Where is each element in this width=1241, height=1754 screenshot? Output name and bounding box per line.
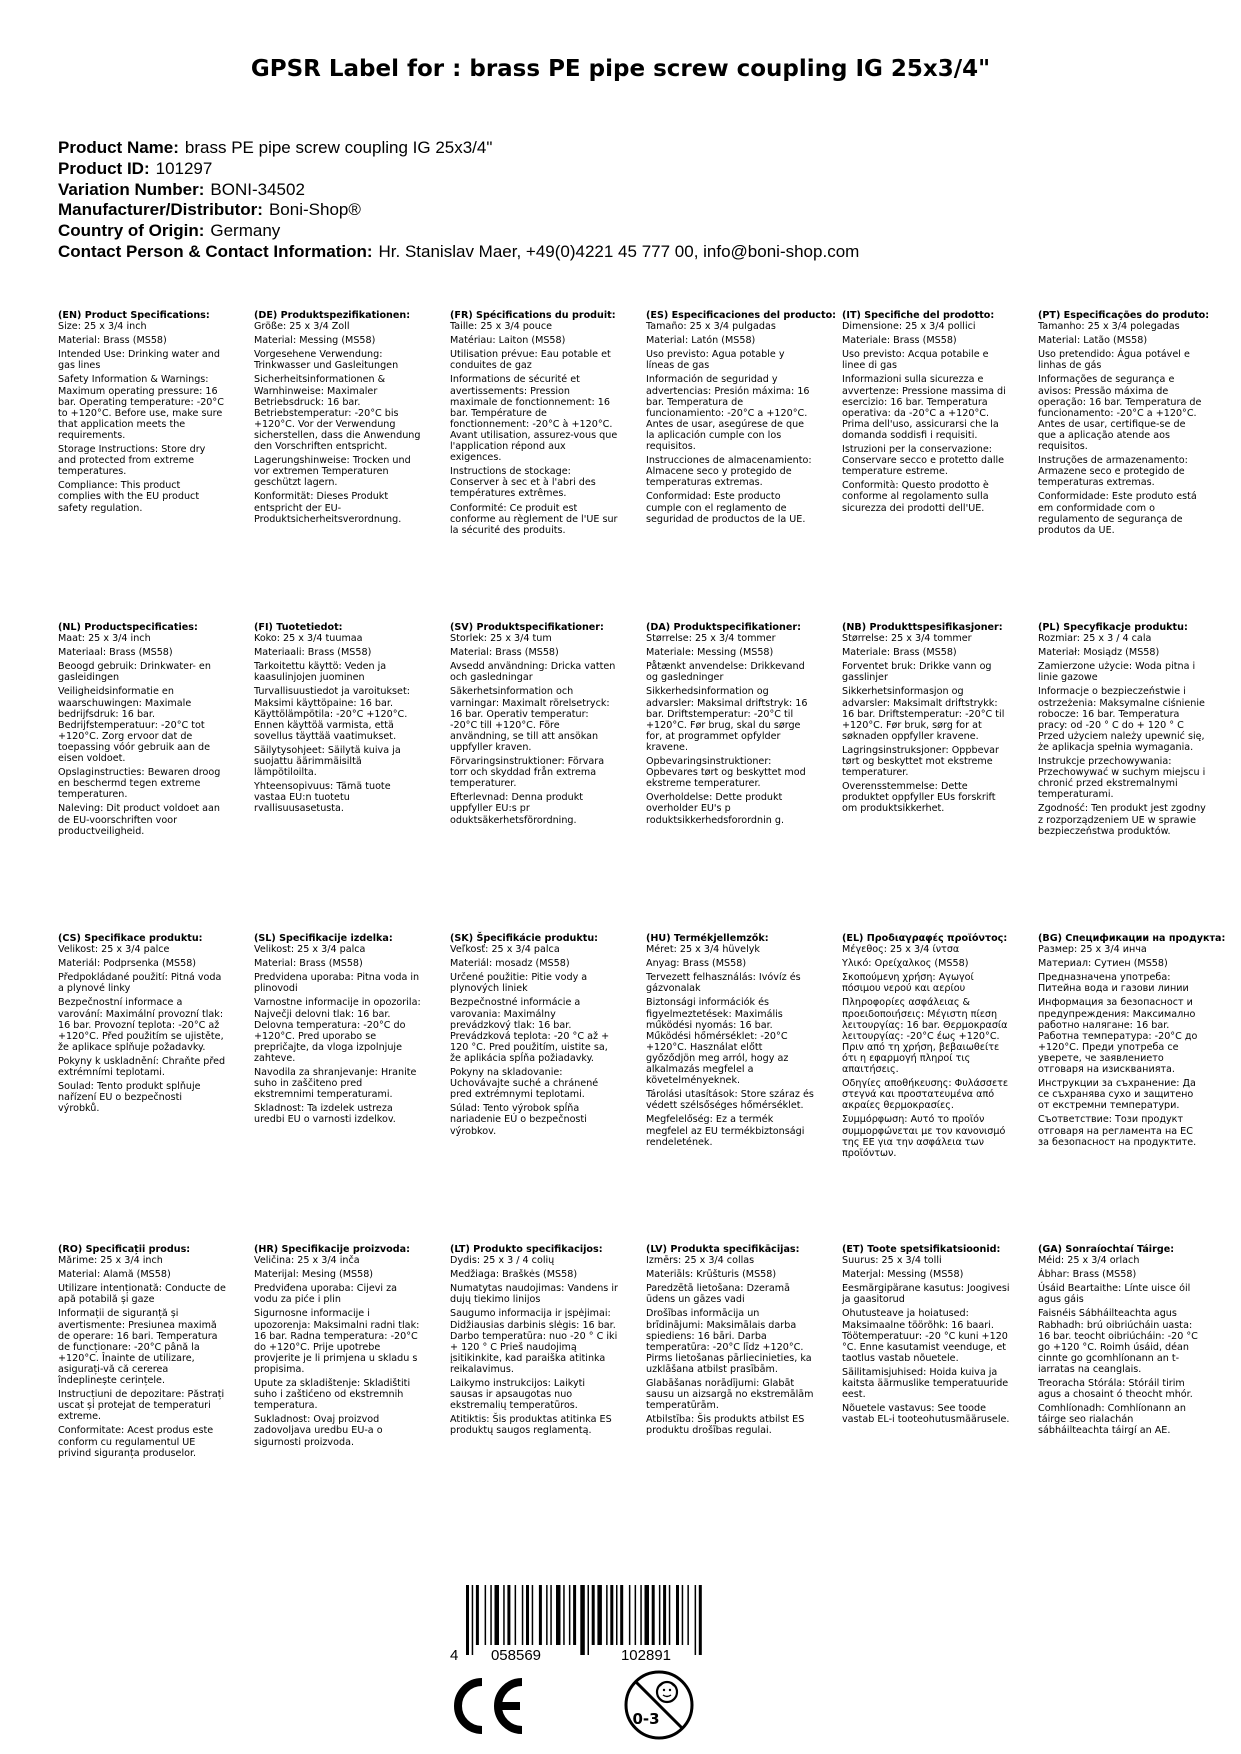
language-heading: (LV) Produkta specifikācijas: bbox=[646, 1244, 800, 1255]
contact-row bbox=[58, 242, 859, 263]
barcode-bar bbox=[580, 1585, 585, 1655]
barcode-bar bbox=[652, 1585, 655, 1645]
language-paragraph: Méret: 25 x 3/4 hüvelyk bbox=[646, 944, 760, 956]
language-paragraph: Sigurnosne informacije i upozorenja: Maksimalni radni tlak: 16 bar. Radna temperatura: -20°C do +120°C. Prije upotrebe provjerite je li primjena u skladu s propisima. bbox=[254, 1308, 420, 1375]
language-paragraph: Numatytas naudojimas: Vandens ir dujų tiekimo linijos bbox=[450, 1283, 618, 1306]
language-paragraph: Určené použitie: Pitie vody a plynových liniek bbox=[450, 972, 588, 995]
language-paragraph: Размер: 25 x 3/4 инча bbox=[1038, 944, 1147, 956]
language-paragraph: Overholdelse: Dette produkt overholder EU's p roduktsikkerhedsforordnin g. bbox=[646, 792, 785, 826]
language-paragraph: Laikymo instrukcijos: Laikyti sausas ir apsaugotas nuo ekstremalių temperatūros. bbox=[450, 1378, 586, 1412]
language-block bbox=[646, 1244, 814, 1440]
product-info bbox=[58, 138, 859, 263]
language-heading: (ES) Especificaciones del producto: bbox=[646, 310, 837, 321]
barcode-bar bbox=[620, 1585, 623, 1645]
language-paragraph: Materiaal: Brass (MS58) bbox=[58, 647, 173, 659]
barcode-bar bbox=[556, 1585, 561, 1645]
barcode-bar bbox=[466, 1585, 469, 1655]
language-heading: (IT) Specifiche del prodotto: bbox=[842, 310, 995, 321]
language-heading: (CS) Specifikace produktu: bbox=[58, 933, 203, 944]
language-paragraph: Overensstemmelse: Dette produktet oppfyller EUs forskrift om produktsikkerhet. bbox=[842, 781, 996, 815]
language-heading: (ET) Toote spetsifikatsioonid: bbox=[842, 1244, 1001, 1255]
language-paragraph: Instrukcje przechowywania: Przechowywać w suchym miejscu i chronić przed ekstremalnymi temperaturami. bbox=[1038, 756, 1206, 801]
language-paragraph: Veľkosť: 25 x 3/4 palca bbox=[450, 944, 560, 956]
language-block bbox=[842, 1244, 1010, 1428]
language-paragraph: Vorgesehene Verwendung: Trinkwasser und Gasleitungen bbox=[254, 349, 399, 372]
language-paragraph: Predviđena uporaba: Cijevi za vodu za piće i plin bbox=[254, 1283, 398, 1306]
language-heading: (LT) Produkto specifikacijos: bbox=[450, 1244, 603, 1255]
language-paragraph: Tárolási utasítások: Store száraz és védett szélsőséges hőmérséklet. bbox=[646, 1089, 814, 1112]
language-block bbox=[1038, 1244, 1206, 1440]
barcode-bar bbox=[539, 1585, 542, 1645]
barcode-bar bbox=[573, 1585, 576, 1645]
language-paragraph: Material: Brass (MS58) bbox=[450, 647, 559, 659]
language-block bbox=[646, 622, 814, 829]
language-paragraph: Skladnost: Ta izdelek ustreza uredbi EU o varnosti izdelkov. bbox=[254, 1103, 396, 1126]
language-block bbox=[58, 933, 226, 1117]
language-paragraph: Conformité: Ce produit est conforme au règlement de l'UE sur la sécurité des produits. bbox=[450, 502, 618, 536]
language-paragraph: Efterlevnad: Denna produkt uppfyller EU:s pr oduktsäkerhetsförordning. bbox=[450, 792, 584, 826]
barcode-bar bbox=[645, 1585, 650, 1645]
language-paragraph: Veličina: 25 x 3/4 inča bbox=[254, 1255, 360, 1267]
language-paragraph: Størrelse: 25 x 3/4 tommer bbox=[842, 633, 972, 645]
language-paragraph: Opslaginstructies: Bewaren droog en beschermd tegen extreme temperaturen. bbox=[58, 767, 221, 801]
language-paragraph: Tamanho: 25 x 3/4 polegadas bbox=[1038, 321, 1180, 333]
language-paragraph: Bezpečnostní informace a varování: Maximální provozní tlak: 16 bar. Provozní teplota: -20°C až +120°C. Před použitím se ujistěte, že aplikace splňuje požadavky. bbox=[58, 997, 224, 1053]
barcode-bar bbox=[640, 1585, 642, 1645]
language-paragraph: Turvallisuustiedot ja varoitukset: Maksimi käyttöpaine: 16 bar. Käyttölämpötila: -20°C +120°C. Ennen käyttöä varmista, että sovellus täyttää vaatimukset. bbox=[254, 686, 410, 742]
language-paragraph: Conformitate: Acest produs este conform cu regulamentul UE privind siguranța produselor. bbox=[58, 1425, 214, 1459]
language-paragraph: Soulad: Tento produkt splňuje nařízení EU o bezpečnosti výrobků. bbox=[58, 1081, 201, 1115]
barcode-first-digit: 4 bbox=[450, 1647, 459, 1663]
barcode-bar bbox=[546, 1585, 548, 1645]
language-paragraph: Størrelse: 25 x 3/4 tommer bbox=[646, 633, 776, 645]
language-paragraph: Dydis: 25 x 3 / 4 colių bbox=[450, 1255, 555, 1267]
language-paragraph: Materiale: Brass (MS58) bbox=[842, 647, 957, 659]
barcode-bar bbox=[676, 1585, 679, 1645]
language-paragraph: Συμμόρφωση: Αυτό το προϊόν συμμορφώνεται με τον κανονισμό της ΕΕ για την ασφάλεια των προϊόντων. bbox=[842, 1114, 1006, 1159]
language-heading: (NB) Produkttspesifikasjoner: bbox=[842, 622, 1003, 633]
language-paragraph: Informations de sécurité et avertissements: Pression maximale de fonctionnement: 16 bar. Température de fonctionnement: -20°C à +120°C. Avant utilisation, assurez-vous que l'application répond aux exigences. bbox=[450, 374, 618, 464]
info-value: brass PE pipe screw coupling IG 25x3/4" bbox=[184, 138, 493, 157]
language-block bbox=[254, 933, 422, 1129]
language-paragraph: Bezpečnostné informácie a varovania: Maximálny prevádzkový tlak: 16 bar. Prevádzková teplota: -20 °C až + 120 °C. Pred použitím, uistite sa, že aplikácia spĺňa požiadavky. bbox=[450, 997, 610, 1064]
language-paragraph: Glabāšanas norādījumi: Glabāt sausu un aizsargā no ekstremālām temperatūrām. bbox=[646, 1378, 814, 1412]
language-paragraph: Σκοπούμενη χρήση: Αγωγοί πόσιμου νερού και αερίου bbox=[842, 972, 974, 995]
language-paragraph: Anyag: Brass (MS58) bbox=[646, 958, 747, 970]
language-heading: (HU) Termékjellemzők: bbox=[646, 933, 769, 944]
language-heading: (EL) Προδιαγραφές προϊόντος: bbox=[842, 933, 1008, 944]
product-id-row bbox=[58, 159, 859, 180]
language-paragraph: Treoracha Stórála: Stóráil tirim agus a chosaint ó theocht mhór. bbox=[1038, 1378, 1193, 1401]
language-paragraph: Materiale: Brass (MS58) bbox=[842, 335, 957, 347]
ean-barcode bbox=[436, 1583, 736, 1663]
language-block bbox=[1038, 310, 1210, 539]
language-heading: (RO) Specificații produs: bbox=[58, 1244, 191, 1255]
barcode-bar bbox=[629, 1585, 631, 1645]
language-paragraph: Nõuetele vastavus: See toode vastab EL-i tooteohutusmäärusele. bbox=[842, 1403, 1010, 1426]
barcode-bar bbox=[563, 1585, 565, 1645]
language-paragraph: Biztonsági információk és figyelmeztetések: Maximális működési nyomás: 16 bar. Működési hőmérséklet: -20°C +120°C. Használat előtt győződjön meg arról, hogy az alkalmazás megfelel a követelményeknek. bbox=[646, 997, 789, 1087]
language-heading: (SK) Špecifikácie produktu: bbox=[450, 933, 599, 944]
language-paragraph: Pokyny k uskladnění: Chraňte před extrémními teplotami. bbox=[58, 1055, 226, 1079]
language-block bbox=[58, 310, 226, 517]
barcode-bar bbox=[515, 1585, 517, 1645]
language-paragraph: Materijal: Mesing (MS58) bbox=[254, 1269, 374, 1281]
language-heading: (FR) Spécifications du produit: bbox=[450, 310, 616, 321]
language-paragraph: Материал: Сутиен (MS58) bbox=[1038, 958, 1168, 970]
language-paragraph: Materiaali: Brass (MS58) bbox=[254, 647, 372, 659]
language-block bbox=[254, 1244, 422, 1451]
barcode-bar bbox=[592, 1585, 595, 1645]
language-paragraph: Compliance: This product complies with the EU product safety regulation. bbox=[58, 480, 200, 514]
language-heading: (BG) Спецификации на продукта: bbox=[1038, 933, 1226, 944]
language-paragraph: Utilizare intenționată: Conducte de apă potabilă și gaze bbox=[58, 1283, 226, 1306]
language-paragraph: Forventet bruk: Drikke vann og gasslinjer bbox=[842, 661, 992, 684]
barcode-bars bbox=[466, 1585, 702, 1655]
barcode-bar bbox=[663, 1585, 666, 1645]
language-paragraph: Materiāls: Krūšturis (MS58) bbox=[646, 1269, 777, 1281]
language-block bbox=[58, 622, 226, 840]
language-heading: (PL) Specyfikacje produktu: bbox=[1038, 622, 1188, 633]
language-paragraph: Materiál: Podprsenka (MS58) bbox=[58, 958, 197, 970]
language-paragraph: Säilytysohjeet: Säilytä kuiva ja suojattu äärimmäisiltä lämpötiloilta. bbox=[254, 744, 401, 779]
language-block bbox=[842, 310, 1010, 517]
language-paragraph: Dimensione: 25 x 3/4 pollici bbox=[842, 321, 976, 333]
language-block bbox=[450, 310, 618, 539]
language-block bbox=[646, 933, 814, 1151]
age-range-label: 0-3 bbox=[632, 1710, 660, 1728]
language-paragraph: Instrucciones de almacenamiento: Almacene seco y protegido de temperaturas extremas. bbox=[646, 455, 812, 489]
language-paragraph: Velikost: 25 x 3/4 palce bbox=[58, 944, 170, 956]
language-paragraph: Påtænkt anvendelse: Drikkevand og gasledninger bbox=[646, 661, 805, 684]
language-paragraph: Materiał: Mosiądz (MS58) bbox=[1038, 647, 1160, 659]
barcode-bar bbox=[695, 1585, 697, 1655]
language-heading: (DE) Produktspezifikationen: bbox=[254, 310, 411, 321]
language-paragraph: Säkerhetsinformation och varningar: Maximalt rörelsetryck: 16 bar. Operativ temperatur: -20°C till +120°C. Före användning, se till att ansökan uppfyller kraven. bbox=[450, 686, 610, 753]
info-value: Hr. Stanislav Maer, +49(0)4221 45 777 00, info@boni-shop.com bbox=[378, 241, 860, 261]
language-heading: (PT) Especificações do produto: bbox=[1038, 310, 1210, 321]
language-paragraph: Informazioni sulla sicurezza e avvertenze: Pressione massima di esercizio: 16 bar. Temperatura operativa: da -20°C a +120°C. Prima dell'uso, assicurarsi che la domanda soddisfi i requisiti. bbox=[842, 374, 1006, 441]
language-paragraph: Material: Latão (MS58) bbox=[1038, 335, 1148, 347]
language-heading: (DA) Produktspecifikationer: bbox=[646, 622, 801, 633]
language-paragraph: Utilisation prévue: Eau potable et conduites de gaz bbox=[450, 349, 611, 372]
language-paragraph: Съответствие: Този продукт отговаря на регламента на ЕС за безопасност на продуктите. bbox=[1038, 1114, 1197, 1148]
language-paragraph: Sicherheitsinformationen & Warnhinweise: Maximaler Betriebsdruck: 16 bar. Betriebstemperatur: -20°C bis +120°C. Vor der Verwendung sicherstellen, dass die Anwendung den Vorschriften entspricht. bbox=[254, 374, 421, 453]
barcode-bar bbox=[569, 1585, 571, 1645]
barcode-bar bbox=[526, 1585, 529, 1645]
language-paragraph: Materjal: Messing (MS58) bbox=[842, 1269, 964, 1281]
language-block bbox=[254, 622, 422, 818]
language-paragraph: Velikost: 25 x 3/4 palca bbox=[254, 944, 366, 956]
age-warning-icon bbox=[622, 1668, 696, 1742]
language-paragraph: Uso pretendido: Água potável e linhas de gás bbox=[1038, 349, 1190, 372]
language-paragraph: Saugumo informacija ir įspėjimai: Didžiausias darbinis slėgis: 16 bar. Darbo temperatūra: nuo -20 ° C iki + 120 ° C Prieš naudojimą įsitikinkite, kad paraiška atitinka reikalavimus. bbox=[450, 1308, 618, 1375]
language-paragraph: Οδηγίες αποθήκευσης: Φυλάσσετε στεγνά και προστατευμένα από ακραίες θερμοκρασίες. bbox=[842, 1078, 1009, 1112]
language-paragraph: Opbevaringsinstruktioner: Opbevares tørt og beskyttet mod ekstreme temperaturer. bbox=[646, 756, 806, 790]
language-paragraph: Safety Information & Warnings: Maximum operating pressure: 16 bar. Operating temperature: -20°C to +120°C. Before use, make sure that application meets the requirements. bbox=[58, 374, 224, 441]
language-heading: (GA) Sonraíochtaí Táirge: bbox=[1038, 1244, 1175, 1255]
language-paragraph: Zgodność: Ten produkt jest zgodny z rozporządzeniem UE w sprawie bezpieczeństwa produktów. bbox=[1038, 803, 1206, 837]
language-block bbox=[1038, 622, 1206, 840]
language-paragraph: Material: Brass (MS58) bbox=[58, 335, 167, 347]
language-block bbox=[254, 310, 422, 528]
language-paragraph: Υλικό: Ορείχαλκος (MS58) bbox=[842, 958, 969, 970]
barcode-bar bbox=[522, 1585, 524, 1645]
barcode-bar bbox=[485, 1585, 487, 1645]
barcode-bar bbox=[476, 1585, 479, 1645]
language-paragraph: Größe: 25 x 3/4 Zoll bbox=[254, 321, 350, 333]
barcode-bar bbox=[507, 1585, 510, 1645]
language-paragraph: Lagringsinstruksjoner: Oppbevar tørt og beskyttet mot ekstreme temperaturer. bbox=[842, 744, 999, 779]
language-paragraph: Instructions de stockage: Conserver à sec et à l'abri des températures extrêmes. bbox=[450, 466, 596, 500]
manufacturer-row bbox=[58, 200, 859, 221]
info-value: Boni-Shop® bbox=[268, 200, 361, 220]
language-paragraph: Rozmiar: 25 x 3 / 4 cala bbox=[1038, 633, 1152, 645]
language-paragraph: Upute za skladištenje: Skladištiti suho i zaštićeno od ekstremnih temperatura. bbox=[254, 1378, 411, 1412]
language-paragraph: Size: 25 x 3/4 inch bbox=[58, 321, 147, 333]
info-value: 101297 bbox=[155, 158, 213, 178]
language-paragraph: Material: Latón (MS58) bbox=[646, 335, 756, 347]
language-paragraph: Atitiktis: Šis produktas atitinka ES produktų saugos reglamentą. bbox=[450, 1414, 612, 1437]
language-heading: (SV) Produktspecifikationer: bbox=[450, 622, 604, 633]
language-paragraph: Информация за безопасност и предупреждения: Максимално работно налягане: 16 bar. Работна температура: -20°C до +120°C. Преди употреба се уверете, че заявлението отговаря на изискванията. bbox=[1038, 997, 1198, 1076]
barcode-bar bbox=[495, 1585, 500, 1645]
language-block bbox=[58, 1244, 226, 1462]
language-paragraph: Pokyny na skladovanie: Uchovávajte suché a chránené pred extrémnymi teplotami. bbox=[450, 1067, 599, 1101]
language-paragraph: Uso previsto: Acqua potabile e linee di gas bbox=[842, 349, 989, 372]
language-paragraph: Veiligheidsinformatie en waarschuwingen: Maximale bedrijfsdruk: 16 bar. Bedrijfstemperatuur: -20°C tot +120°C. Zorg ervoor dat de toepassing vóór gebruik aan de eisen voldoet. bbox=[58, 686, 211, 765]
language-paragraph: Faisnéis Sábháilteachta agus Rabhadh: brú oibriúcháin uasta: 16 bar. teocht oibriúcháin: -20 °C go +120 °C. Roimh úsáid, déan cinnte go gcomhlíonann an t-iarratas na ceanglais. bbox=[1038, 1308, 1198, 1375]
language-paragraph: Varnostne informacije in opozorila: Največji delovni tlak: 16 bar. Delovna temperatura: -20°C do +120°C. Pred uporabo se prepričajte, da vloga izpolnjuje zahteve. bbox=[254, 997, 421, 1064]
language-paragraph: Sikkerhedsinformation og advarsler: Maksimal driftstryk: 16 bar. Driftstemperatur: -20°C til +120°C. Før brug, skal du sørge for, at programmet opfylder kravene. bbox=[646, 686, 808, 753]
language-paragraph: Maat: 25 x 3/4 inch bbox=[58, 633, 151, 645]
language-paragraph: Sukladnost: Ovaj proizvod zadovoljava uredbu EU-a o sigurnosti proizvoda. bbox=[254, 1414, 383, 1448]
info-label: Country of Origin: bbox=[58, 221, 205, 241]
language-paragraph: Mărime: 25 x 3/4 inch bbox=[58, 1255, 163, 1267]
language-paragraph: Beoogd gebruik: Drinkwater- en gasleidingen bbox=[58, 661, 211, 684]
barcode-bar bbox=[532, 1585, 534, 1645]
info-label: Variation Number: bbox=[58, 179, 205, 199]
barcode-bar bbox=[597, 1585, 602, 1645]
language-paragraph: Konformität: Dieses Produkt entspricht der EU-Produktsicherheitsverordnung. bbox=[254, 491, 402, 525]
info-label: Product Name: bbox=[58, 138, 179, 157]
language-paragraph: Tervezett felhasználás: Ivóvíz és gázvonalak bbox=[646, 972, 801, 995]
language-paragraph: Sikkerhetsinformasjon og advarsler: Maksimalt driftstrykk: 16 bar. Driftstemperatur: -20°C til +120°C. Før bruk, sørg for at søknaden oppfyller kravene. bbox=[842, 686, 1005, 742]
language-paragraph: Conformidade: Este produto está em conformidade com o regulamento de segurança de produtos da UE. bbox=[1038, 491, 1197, 536]
language-block bbox=[842, 933, 1010, 1162]
info-value: Germany bbox=[210, 221, 281, 241]
language-paragraph: Taille: 25 x 3/4 pouce bbox=[450, 321, 553, 333]
language-paragraph: Förvaringsinstruktioner: Förvara torr och skyddad från extrema temperaturer. bbox=[450, 756, 605, 790]
language-paragraph: Koko: 25 x 3/4 tuumaa bbox=[254, 633, 363, 645]
language-paragraph: Ábhar: Brass (MS58) bbox=[1038, 1269, 1137, 1281]
language-paragraph: Предназначена употреба: Питейна вода и газови линии bbox=[1038, 972, 1189, 995]
language-paragraph: Intended Use: Drinking water and gas lines bbox=[58, 349, 220, 372]
language-paragraph: Méid: 25 x 3/4 orlach bbox=[1038, 1255, 1140, 1267]
barcode-bar bbox=[472, 1585, 474, 1655]
language-paragraph: Matériau: Laiton (MS58) bbox=[450, 335, 566, 347]
language-paragraph: Informacje o bezpieczeństwie i ostrzeżenia: Maksymalne ciśnienie robocze: 16 bar. Temperatura pracy: od -20 ° C do + 120 ° C Przed użyciem należy upewnić się, że aplikacja spełnia wymagania. bbox=[1038, 686, 1205, 753]
language-paragraph: Tarkoitettu käyttö: Veden ja kaasulinjojen juominen bbox=[254, 661, 387, 684]
language-paragraph: Conformidad: Este producto cumple con el reglamento de seguridad de productos de la UE. bbox=[646, 491, 806, 525]
barcode-bar bbox=[699, 1585, 702, 1655]
barcode-bar bbox=[687, 1585, 689, 1645]
language-block bbox=[450, 933, 618, 1140]
language-paragraph: Atbilstība: Šis produkts atbilst ES produktu drošības regulai. bbox=[646, 1414, 805, 1437]
language-paragraph: Yhteensopivuus: Tämä tuote vastaa EU:n tuotetu rvallisuusasetusta. bbox=[254, 781, 391, 815]
language-paragraph: Tamaño: 25 x 3/4 pulgadas bbox=[646, 321, 776, 333]
language-paragraph: Ohutusteave ja hoiatused: Maksimaalne töörõhk: 16 baari. Töötemperatuur: -20 °C kuni +120 °C. Enne kasutamist veenduge, et taotlus vastab nõuetele. bbox=[842, 1308, 1008, 1364]
language-paragraph: Material: Messing (MS58) bbox=[254, 335, 376, 347]
language-paragraph: Instruções de armazenamento: Armazene seco e protegido de temperaturas extremas. bbox=[1038, 455, 1188, 489]
barcode-bar bbox=[616, 1585, 618, 1645]
barcode-bar bbox=[610, 1585, 613, 1645]
language-paragraph: Información de seguridad y advertencias: Presión máxima: 16 bar. Temperatura de funcionamiento: -20°C a +120°C. Antes de usar, asegúrese de que la aplicación cumple con los requisitos. bbox=[646, 374, 810, 453]
language-paragraph: Lagerungshinweise: Trocken und vor extremen Temperaturen geschützt lagern. bbox=[254, 455, 411, 489]
language-paragraph: Säilitamisjuhised: Hoida kuiva ja kaitsta äärmuslike temperatuuride eest. bbox=[842, 1366, 1009, 1401]
language-block bbox=[842, 622, 1010, 818]
language-paragraph: Инструкции за съхранение: Да се съхранява сухо и защитено от екстремни температури. bbox=[1038, 1078, 1196, 1112]
language-paragraph: Navodila za shranjevanje: Hranite suho in zaščiteno pred ekstremnimi temperaturami. bbox=[254, 1067, 417, 1101]
language-paragraph: Předpokládané použití: Pitná voda a plynové linky bbox=[58, 972, 222, 995]
language-paragraph: Avsedd användning: Dricka vatten och gasledningar bbox=[450, 661, 616, 684]
barcode-bar bbox=[490, 1585, 492, 1645]
language-paragraph: Comhlíonadh: Comhlíonann an táirge seo rialachán sábháilteachta táirgí an AE. bbox=[1038, 1403, 1186, 1437]
info-label: Manufacturer/Distributor: bbox=[58, 200, 263, 220]
info-label: Contact Person & Contact Information: bbox=[58, 241, 373, 261]
language-paragraph: Medžiaga: Braškės (MS58) bbox=[450, 1269, 578, 1281]
language-paragraph: Materiál: mosadz (MS58) bbox=[450, 958, 570, 970]
barcode-bar bbox=[606, 1585, 608, 1645]
language-paragraph: Conformità: Questo prodotto è conforme al regolamento sulla sicurezza dei prodotti dell'UE. bbox=[842, 480, 989, 514]
ce-mark-icon bbox=[452, 1677, 530, 1735]
language-paragraph: Πληροφορίες ασφάλειας & προειδοποιήσεις: Μέγιστη πίεση λειτουργίας: 16 bar. Θερμοκρασία λειτουργίας: -20°C έως +120°C. Πριν από τη χρήση, βεβαιωθείτε ότι η εφαρμογή πληροί τις απαιτήσεις. bbox=[842, 997, 1008, 1076]
language-heading: (SL) Specifikacije izdelka: bbox=[254, 933, 393, 944]
barcode-bar bbox=[503, 1585, 505, 1645]
barcode-bar bbox=[550, 1585, 552, 1645]
barcode-right-group: 102891 bbox=[620, 1647, 672, 1663]
language-paragraph: Instrucțiuni de depozitare: Păstrați uscat și protejat de temperaturi extreme. bbox=[58, 1389, 225, 1423]
variation-number-row bbox=[58, 180, 859, 201]
barcode-bar bbox=[669, 1585, 671, 1645]
language-paragraph: Megfelelőség: Ez a termék megfelel az EU termékbiztonsági rendeletének. bbox=[646, 1114, 805, 1148]
page-title: GPSR Label for : brass PE pipe screw coupling IG 25x3/4" bbox=[250, 56, 991, 82]
language-paragraph: Storlek: 25 x 3/4 tum bbox=[450, 633, 552, 645]
language-paragraph: Uso previsto: Agua potable y líneas de gas bbox=[646, 349, 785, 372]
language-paragraph: Eesmärgipärane kasutus: Joogivesi ja gaasitorud bbox=[842, 1283, 1010, 1306]
language-paragraph: Izmērs: 25 x 3/4 collas bbox=[646, 1255, 755, 1267]
barcode-bar bbox=[635, 1585, 637, 1645]
language-paragraph: Storage Instructions: Store dry and protected from extreme temperatures. bbox=[58, 444, 206, 478]
product-name-row bbox=[58, 138, 859, 159]
language-paragraph: Material: Brass (MS58) bbox=[254, 958, 363, 970]
language-paragraph: Informações de segurança e avisos: Pressão máxima de operação: 16 bar. Temperatura de funcionamento: -20°C a +120°C. Antes de usar, certifique-se de que a aplicação atende aos requisitos. bbox=[1038, 374, 1202, 453]
language-heading: (NL) Productspecificaties: bbox=[58, 622, 198, 633]
barcode-bar bbox=[659, 1585, 661, 1645]
info-value: BONI-34502 bbox=[210, 179, 305, 199]
language-heading: (FI) Tuotetiedot: bbox=[254, 622, 343, 633]
barcode-bar bbox=[682, 1585, 684, 1645]
language-paragraph: Predvidena uporaba: Pitna voda in plinovodi bbox=[254, 972, 420, 995]
language-paragraph: Materiale: Messing (MS58) bbox=[646, 647, 774, 659]
language-paragraph: Úsáid Beartaithe: Línte uisce óil agus gáis bbox=[1038, 1283, 1191, 1306]
language-paragraph: Suurus: 25 x 3/4 tolli bbox=[842, 1255, 942, 1267]
language-paragraph: Paredzētā lietošana: Dzeramā ūdens un gāzes vadi bbox=[646, 1283, 790, 1306]
language-paragraph: Drošības informācija un brīdinājumi: Maksimālais darba spiediens: 16 bāri. Darba temperatūra: -20°C līdz +120°C. Pirms lietošanas pārliecinieties, ka uzklāšana atbilst prasībām. bbox=[646, 1308, 812, 1375]
language-block bbox=[1038, 933, 1226, 1151]
country-row bbox=[58, 221, 859, 242]
barcode-left-group: 058569 bbox=[490, 1647, 542, 1663]
language-paragraph: Zamierzone użycie: Woda pitna i linie gazowe bbox=[1038, 661, 1196, 684]
language-paragraph: Istruzioni per la conservazione: Conservare secco e protetto dalle temperature estreme. bbox=[842, 444, 1005, 478]
language-paragraph: Informații de siguranță și avertismente: Presiunea maximă de operare: 16 bari. Temperatura de funcționare: -20°C până la +120°C. Înainte de utilizare, asigurați-vă că cererea îndeplinește cerințele. bbox=[58, 1308, 218, 1387]
language-heading: (HR) Specifikacije proizvoda: bbox=[254, 1244, 410, 1255]
language-paragraph: Μέγεθος: 25 x 3/4 ίντσα bbox=[842, 944, 960, 956]
barcode-bar bbox=[588, 1585, 590, 1655]
language-heading: (EN) Product Specifications: bbox=[58, 310, 210, 321]
info-label: Product ID: bbox=[58, 158, 150, 178]
language-block bbox=[450, 1244, 618, 1440]
language-block bbox=[646, 310, 837, 528]
language-paragraph: Material: Alamă (MS58) bbox=[58, 1269, 171, 1281]
language-paragraph: Súlad: Tento výrobok spĺňa nariadenie EÚ o bezpečnosti výrobkov. bbox=[450, 1103, 587, 1137]
language-block bbox=[450, 622, 618, 829]
language-paragraph: Naleving: Dit product voldoet aan de EU-voorschriften voor productveiligheid. bbox=[58, 803, 220, 837]
